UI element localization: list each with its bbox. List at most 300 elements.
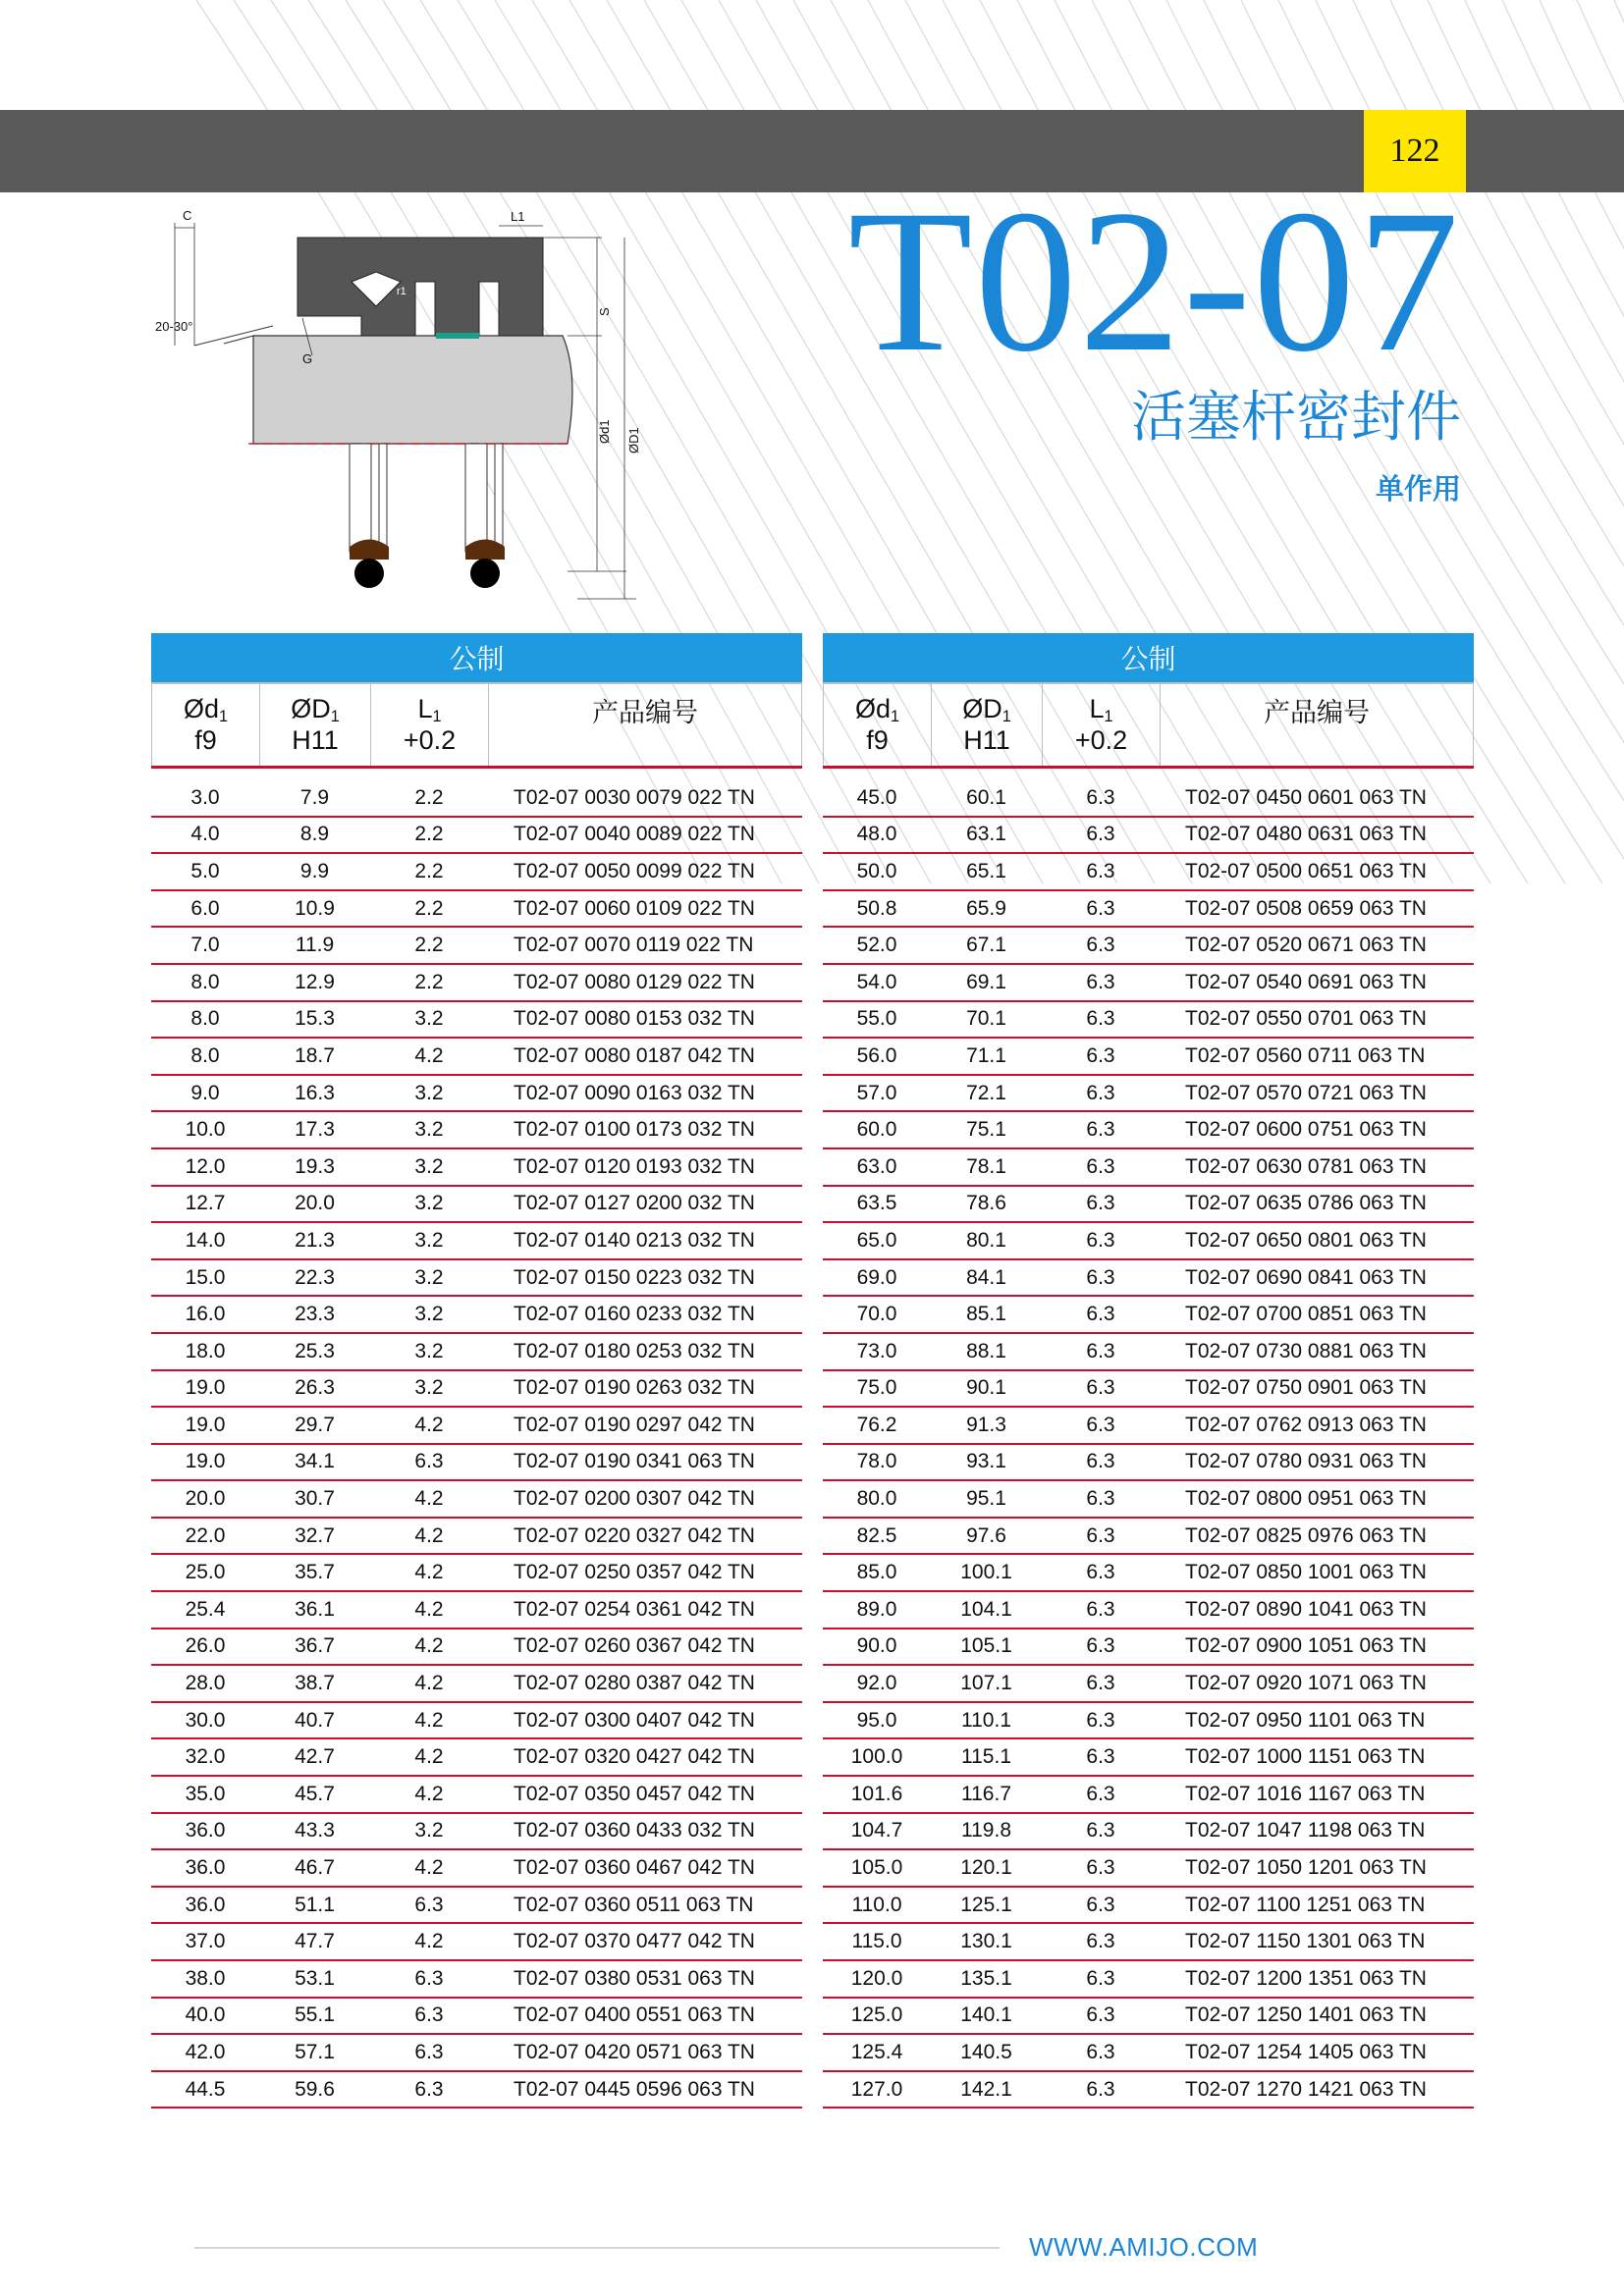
cell-product-code: T02-07 0508 0659 063 TN — [1185, 896, 1427, 920]
cell-product-code: T02-07 0150 0223 032 TN — [514, 1265, 755, 1289]
col-product-code: 产品编号 — [488, 684, 802, 766]
label-r1: r1 — [397, 286, 406, 297]
cell-d1: 80.0 — [856, 1487, 897, 1511]
cell-L1: 6.3 — [1086, 896, 1115, 920]
table-row — [823, 1961, 1474, 1999]
cell-product-code: T02-07 0190 0297 042 TN — [514, 1413, 755, 1436]
cell-d1: 8.0 — [190, 1043, 220, 1067]
cell-D1: 85.1 — [966, 1303, 1006, 1326]
cell-D1: 8.9 — [299, 823, 330, 846]
table-row — [823, 1629, 1474, 1667]
cell-L1: 6.3 — [1086, 1745, 1115, 1769]
table-row — [823, 1187, 1474, 1224]
cell-L1: 6.3 — [1086, 1154, 1115, 1178]
table-row — [151, 1002, 802, 1040]
table-row — [823, 1999, 1474, 2036]
footer-website-link[interactable]: WWW.AMIJO.COM — [1029, 2232, 1259, 2262]
cell-product-code: T02-07 0250 0357 042 TN — [514, 1561, 755, 1584]
table-row — [823, 854, 1474, 891]
cell-product-code: T02-07 1050 1201 063 TN — [1185, 1856, 1427, 1880]
cell-L1: 6.3 — [1086, 1672, 1115, 1695]
cell-L1: 4.2 — [414, 1745, 444, 1769]
cell-d1: 42.0 — [185, 2040, 226, 2063]
cell-L1: 6.3 — [1086, 934, 1115, 957]
cell-product-code: T02-07 1000 1151 063 TN — [1185, 1745, 1426, 1769]
col-L1: $L_1$ +0.2 — [1042, 684, 1160, 766]
cell-D1: 11.9 — [295, 934, 335, 957]
cell-d1: 15.0 — [185, 1265, 226, 1289]
cell-d1: 125.0 — [850, 2003, 903, 2027]
cell-product-code: T02-07 1016 1167 063 TN — [1185, 1782, 1426, 1805]
cell-L1: 6.3 — [1086, 1856, 1115, 1880]
cell-L1: 6.3 — [414, 2077, 444, 2101]
cell-D1: 91.3 — [966, 1413, 1006, 1436]
cell-d1: 127.0 — [850, 2077, 903, 2101]
cell-d1: 63.5 — [856, 1192, 897, 1215]
cell-product-code: T02-07 0040 0089 022 TN — [514, 823, 755, 846]
cell-product-code: T02-07 0080 0187 042 TN — [514, 1043, 755, 1067]
seal-cross-section-diagram — [155, 208, 685, 601]
cell-L1: 2.2 — [414, 785, 444, 809]
cell-D1: 42.7 — [295, 1745, 335, 1769]
table-row — [151, 1739, 802, 1777]
cell-product-code: T02-07 0730 0881 063 TN — [1185, 1339, 1427, 1362]
cell-d1: 78.0 — [856, 1450, 897, 1473]
table-row — [151, 1076, 802, 1113]
cell-L1: 3.2 — [414, 1819, 444, 1842]
cell-D1: 107.1 — [960, 1672, 1012, 1695]
cell-L1: 4.2 — [414, 1597, 444, 1621]
cell-D1: 71.1 — [966, 1043, 1006, 1067]
cell-D1: 34.1 — [295, 1450, 335, 1473]
cell-D1: 47.7 — [295, 1930, 335, 1953]
table-row — [151, 1924, 802, 1961]
cell-D1: 120.1 — [960, 1856, 1012, 1880]
cell-L1: 6.3 — [1086, 1228, 1115, 1252]
table-row — [823, 1555, 1474, 1592]
cell-L1: 3.2 — [414, 1007, 444, 1031]
table-row — [151, 1777, 802, 1814]
cell-d1: 4.0 — [190, 823, 220, 846]
cell-d1: 110.0 — [851, 1893, 902, 1916]
cell-d1: 92.0 — [856, 1672, 897, 1695]
table-row — [151, 818, 802, 855]
cell-product-code: T02-07 0127 0200 032 TN — [514, 1192, 755, 1215]
cell-D1: 36.7 — [295, 1634, 335, 1658]
page-number: 122 — [1364, 110, 1466, 192]
cell-D1: 30.7 — [295, 1487, 335, 1511]
cell-d1: 10.0 — [185, 1118, 226, 1142]
cell-L1: 3.2 — [414, 1303, 444, 1326]
cell-L1: 6.3 — [1086, 1930, 1115, 1953]
cell-L1: 6.3 — [1086, 1081, 1115, 1104]
cell-D1: 95.1 — [966, 1487, 1006, 1511]
cell-D1: 22.3 — [295, 1265, 335, 1289]
cell-product-code: T02-07 0360 0433 032 TN — [514, 1819, 755, 1842]
cell-L1: 6.3 — [1086, 1893, 1115, 1916]
label-l1: L1 — [511, 209, 525, 224]
cell-d1: 57.0 — [856, 1081, 897, 1104]
table-row — [823, 1519, 1474, 1556]
cell-d1: 52.0 — [856, 934, 897, 957]
cell-d1: 30.0 — [185, 1708, 226, 1732]
col-d1: $Ød_1$ f9 — [823, 684, 931, 766]
cell-product-code: T02-07 1200 1351 063 TN — [1185, 1966, 1427, 1990]
cell-product-code: T02-07 0200 0307 042 TN — [514, 1487, 755, 1511]
cell-L1: 6.3 — [1086, 1192, 1115, 1215]
table-row — [823, 1850, 1474, 1888]
cell-product-code: T02-07 0100 0173 032 TN — [514, 1118, 755, 1142]
cell-d1: 105.0 — [850, 1856, 903, 1880]
table-row — [823, 1149, 1474, 1187]
cell-d1: 90.0 — [856, 1634, 897, 1658]
cell-d1: 22.0 — [185, 1523, 226, 1547]
footer-divider — [194, 2247, 1000, 2249]
product-subtitle: 单作用 — [1375, 472, 1461, 506]
cell-D1: 125.1 — [960, 1893, 1012, 1916]
cell-D1: 142.1 — [960, 2077, 1012, 2101]
cell-d1: 8.0 — [190, 970, 220, 993]
cell-D1: 46.7 — [295, 1856, 335, 1880]
table-row — [823, 1445, 1474, 1482]
cell-D1: 75.1 — [966, 1118, 1006, 1142]
cell-L1: 6.3 — [1086, 1043, 1115, 1067]
cell-product-code: T02-07 0920 1071 063 TN — [1185, 1672, 1427, 1695]
cell-D1: 119.8 — [961, 1819, 1011, 1842]
cell-d1: 3.0 — [190, 785, 220, 809]
cell-L1: 4.2 — [414, 1634, 444, 1658]
table-body — [823, 769, 1474, 2109]
cell-d1: 9.0 — [190, 1081, 220, 1104]
cell-product-code: T02-07 0630 0781 063 TN — [1185, 1154, 1427, 1178]
cell-d1: 120.0 — [850, 1966, 903, 1990]
table-row — [823, 1888, 1474, 1925]
cell-d1: 8.0 — [190, 1007, 220, 1031]
cell-d1: 82.5 — [856, 1523, 897, 1547]
cell-product-code: T02-07 1270 1421 063 TN — [1185, 2077, 1427, 2101]
cell-L1: 6.3 — [1086, 823, 1115, 846]
cell-d1: 101.6 — [850, 1782, 903, 1805]
oring-right — [470, 559, 500, 588]
cell-L1: 4.2 — [414, 1043, 444, 1067]
table-row — [823, 891, 1474, 929]
cell-D1: 130.1 — [960, 1930, 1012, 1953]
cell-L1: 2.2 — [414, 823, 444, 846]
table-row — [151, 2035, 802, 2072]
table-row — [823, 1371, 1474, 1409]
cell-product-code: T02-07 0700 0851 063 TN — [1185, 1303, 1427, 1326]
cell-D1: 20.0 — [295, 1192, 335, 1215]
table-row — [823, 1777, 1474, 1814]
cell-product-code: T02-07 1047 1198 063 TN — [1185, 1819, 1426, 1842]
cell-product-code: T02-07 0750 0901 063 TN — [1185, 1376, 1427, 1400]
table-row — [151, 2072, 802, 2109]
cell-D1: 40.7 — [295, 1708, 335, 1732]
cell-L1: 3.2 — [414, 1154, 444, 1178]
cell-d1: 55.0 — [856, 1007, 897, 1031]
cell-product-code: T02-07 0540 0691 063 TN — [1185, 970, 1427, 993]
table-row — [151, 854, 802, 891]
cell-d1: 85.0 — [856, 1561, 897, 1584]
table-row — [823, 1592, 1474, 1629]
cell-L1: 6.3 — [1086, 1487, 1115, 1511]
cell-product-code: T02-07 0380 0531 063 TN — [514, 1966, 755, 1990]
cell-d1: 56.0 — [856, 1043, 897, 1067]
label-angle: 20-30° — [155, 319, 193, 334]
label-D1: ØD1 — [626, 427, 641, 454]
cell-product-code: T02-07 1254 1405 063 TN — [1185, 2040, 1427, 2063]
cell-d1: 20.0 — [185, 1487, 226, 1511]
cell-L1: 3.2 — [414, 1081, 444, 1104]
cell-L1: 4.2 — [414, 1930, 444, 1953]
table-row — [151, 1999, 802, 2036]
cell-L1: 6.3 — [1086, 1634, 1115, 1658]
col-L1: $L_1$ +0.2 — [370, 684, 488, 766]
cell-L1: 6.3 — [414, 2040, 444, 2063]
cell-product-code: T02-07 0190 0263 032 TN — [514, 1376, 755, 1400]
table-row — [151, 1814, 802, 1851]
table-row — [823, 780, 1474, 818]
cell-D1: 26.3 — [295, 1376, 335, 1400]
table-row — [151, 1555, 802, 1592]
table-row — [151, 1371, 802, 1409]
cell-product-code: T02-07 0050 0099 022 TN — [514, 859, 755, 882]
table-header-metric: 公制 — [151, 633, 802, 682]
cell-L1: 3.2 — [414, 1228, 444, 1252]
cell-product-code: T02-07 0360 0467 042 TN — [514, 1856, 755, 1880]
cell-product-code: T02-07 0360 0511 063 TN — [514, 1893, 754, 1916]
cell-L1: 6.3 — [1086, 1966, 1115, 1990]
cell-d1: 54.0 — [856, 970, 897, 993]
cell-d1: 76.2 — [856, 1413, 897, 1436]
cell-D1: 15.3 — [295, 1007, 335, 1031]
table-row — [151, 1112, 802, 1149]
cell-L1: 2.2 — [414, 896, 444, 920]
table-row — [151, 1334, 802, 1371]
cell-D1: 97.6 — [966, 1523, 1006, 1547]
table-row — [823, 965, 1474, 1002]
table-row — [823, 1814, 1474, 1851]
cell-d1: 26.0 — [185, 1634, 226, 1658]
cell-d1: 89.0 — [856, 1597, 897, 1621]
label-s: S — [597, 307, 612, 316]
seal-accent — [436, 333, 479, 339]
cell-product-code: T02-07 0190 0341 063 TN — [514, 1450, 755, 1473]
cell-product-code: T02-07 0090 0163 032 TN — [514, 1081, 755, 1104]
cell-d1: 32.0 — [185, 1745, 226, 1769]
metric-table-right — [823, 633, 1474, 2109]
cell-d1: 16.0 — [185, 1303, 226, 1326]
cell-product-code: T02-07 0800 0951 063 TN — [1185, 1487, 1427, 1511]
cell-product-code: T02-07 0900 1051 063 TN — [1185, 1634, 1427, 1658]
cell-d1: 125.4 — [850, 2040, 903, 2063]
cell-d1: 25.0 — [185, 1561, 226, 1584]
cell-D1: 32.7 — [295, 1523, 335, 1547]
cell-product-code: T02-07 0060 0109 022 TN — [514, 896, 755, 920]
cell-d1: 75.0 — [856, 1376, 897, 1400]
cell-L1: 6.3 — [1086, 785, 1115, 809]
cell-D1: 100.1 — [960, 1561, 1012, 1584]
cell-L1: 6.3 — [1086, 1376, 1115, 1400]
cell-d1: 95.0 — [856, 1708, 897, 1732]
cell-D1: 55.1 — [295, 2003, 335, 2027]
cell-product-code: T02-07 0350 0457 042 TN — [514, 1782, 755, 1805]
cell-product-code: T02-07 0030 0079 022 TN — [514, 785, 755, 809]
cell-D1: 9.9 — [299, 859, 330, 882]
cell-product-code: T02-07 0850 1001 063 TN — [1185, 1561, 1427, 1584]
cell-D1: 140.1 — [960, 2003, 1012, 2027]
cell-product-code: T02-07 0445 0596 063 TN — [514, 2077, 755, 2101]
cell-D1: 93.1 — [966, 1450, 1006, 1473]
table-row — [151, 1888, 802, 1925]
cell-d1: 104.7 — [850, 1819, 903, 1842]
cell-product-code: T02-07 0280 0387 042 TN — [514, 1672, 755, 1695]
cell-D1: 17.3 — [295, 1118, 335, 1142]
table-row — [823, 1002, 1474, 1040]
cell-d1: 5.0 — [190, 859, 220, 882]
cell-D1: 105.1 — [960, 1634, 1012, 1658]
cell-D1: 19.3 — [295, 1154, 335, 1178]
table-row — [823, 1334, 1474, 1371]
table-row — [823, 928, 1474, 965]
cell-D1: 53.1 — [295, 1966, 335, 1990]
cell-D1: 51.1 — [295, 1893, 335, 1916]
cell-product-code: T02-07 0650 0801 063 TN — [1185, 1228, 1427, 1252]
cell-D1: 35.7 — [295, 1561, 335, 1584]
cell-L1: 2.2 — [414, 934, 444, 957]
table-row — [151, 1629, 802, 1667]
cell-D1: 12.9 — [295, 970, 335, 993]
table-row — [151, 1039, 802, 1076]
cell-product-code: T02-07 0180 0253 032 TN — [514, 1339, 755, 1362]
cell-product-code: T02-07 0550 0701 063 TN — [1185, 1007, 1427, 1031]
table-row — [823, 1223, 1474, 1260]
cell-L1: 6.3 — [1086, 1413, 1115, 1436]
cell-L1: 6.3 — [1086, 1118, 1115, 1142]
cell-L1: 4.2 — [414, 1523, 444, 1547]
cell-D1: 104.1 — [960, 1597, 1012, 1621]
cell-D1: 110.1 — [961, 1708, 1011, 1732]
cell-D1: 65.1 — [966, 859, 1006, 882]
seal-profile — [298, 238, 543, 336]
rod-shape — [253, 336, 572, 444]
cell-d1: 50.0 — [856, 859, 897, 882]
table-row — [151, 891, 802, 929]
cell-D1: 135.1 — [960, 1966, 1012, 1990]
cell-L1: 4.2 — [414, 1561, 444, 1584]
table-row — [823, 1260, 1474, 1298]
cell-product-code: T02-07 0220 0327 042 TN — [514, 1523, 755, 1547]
cell-L1: 6.3 — [1086, 2077, 1115, 2101]
table-row — [823, 1739, 1474, 1777]
table-row — [151, 1223, 802, 1260]
cell-d1: 63.0 — [856, 1154, 897, 1178]
cell-product-code: T02-07 0120 0193 032 TN — [514, 1154, 755, 1178]
cell-product-code: T02-07 0560 0711 063 TN — [1185, 1043, 1426, 1067]
table-row — [823, 1924, 1474, 1961]
table-row — [823, 1112, 1474, 1149]
cell-product-code: T02-07 0890 1041 063 TN — [1185, 1597, 1427, 1621]
cell-L1: 4.2 — [414, 1672, 444, 1695]
cell-product-code: T02-07 0370 0477 042 TN — [514, 1930, 755, 1953]
table-row — [151, 1850, 802, 1888]
cell-product-code: T02-07 0080 0129 022 TN — [514, 970, 755, 993]
cell-d1: 50.8 — [856, 896, 897, 920]
table-row — [151, 928, 802, 965]
cell-d1: 37.0 — [185, 1930, 226, 1953]
cell-d1: 19.0 — [185, 1376, 226, 1400]
cell-L1: 6.3 — [1086, 1523, 1115, 1547]
cell-product-code: T02-07 0320 0427 042 TN — [514, 1745, 755, 1769]
cell-L1: 6.3 — [1086, 1303, 1115, 1326]
table-row — [823, 1408, 1474, 1445]
cell-D1: 43.3 — [295, 1819, 335, 1842]
table-row — [151, 965, 802, 1002]
label-c: C — [183, 208, 192, 223]
table-row — [151, 1445, 802, 1482]
cell-D1: 60.1 — [966, 785, 1006, 809]
cell-D1: 21.3 — [295, 1228, 335, 1252]
cell-d1: 60.0 — [856, 1118, 897, 1142]
table-row — [151, 1666, 802, 1703]
cell-L1: 6.3 — [414, 1966, 444, 1990]
cell-product-code: T02-07 0254 0361 042 TN — [514, 1597, 755, 1621]
cell-product-code: T02-07 0690 0841 063 TN — [1185, 1265, 1427, 1289]
cell-d1: 70.0 — [856, 1303, 897, 1326]
cell-L1: 6.3 — [1086, 1708, 1115, 1732]
cell-L1: 6.3 — [1086, 2003, 1115, 2027]
cell-d1: 14.0 — [185, 1228, 226, 1252]
cell-L1: 4.2 — [414, 1856, 444, 1880]
cell-d1: 44.5 — [185, 2077, 226, 2101]
cell-product-code: T02-07 0260 0367 042 TN — [514, 1634, 755, 1658]
label-d1: Ød1 — [597, 419, 612, 444]
cell-product-code: T02-07 0780 0931 063 TN — [1185, 1450, 1427, 1473]
table-row — [151, 1149, 802, 1187]
cell-D1: 57.1 — [295, 2040, 335, 2063]
cell-product-code: T02-07 0950 1101 063 TN — [1185, 1708, 1426, 1732]
cell-d1: 25.4 — [185, 1597, 226, 1621]
cell-L1: 6.3 — [1086, 1007, 1115, 1031]
product-name-title: 活塞杆密封件 — [1131, 386, 1461, 450]
table-row — [823, 1076, 1474, 1113]
cell-D1: 59.6 — [295, 2077, 335, 2101]
cell-product-code: T02-07 0520 0671 063 TN — [1185, 934, 1427, 957]
col-D1: $ØD_1$ H11 — [931, 684, 1042, 766]
cell-D1: 78.6 — [966, 1192, 1006, 1215]
table-row — [151, 1481, 802, 1519]
cell-d1: 40.0 — [185, 2003, 226, 2027]
cell-d1: 18.0 — [185, 1339, 226, 1362]
cell-d1: 36.0 — [185, 1856, 226, 1880]
table-row — [151, 780, 802, 818]
cell-L1: 6.3 — [414, 2003, 444, 2027]
table-row — [151, 1703, 802, 1740]
cell-D1: 80.1 — [966, 1228, 1006, 1252]
table-row — [151, 1260, 802, 1298]
table-row — [151, 1519, 802, 1556]
cell-L1: 3.2 — [414, 1192, 444, 1215]
cell-d1: 36.0 — [185, 1893, 226, 1916]
cell-product-code: T02-07 0570 0721 063 TN — [1185, 1081, 1427, 1104]
cell-L1: 3.2 — [414, 1339, 444, 1362]
cell-product-code: T02-07 1150 1301 063 TN — [1185, 1930, 1426, 1953]
cell-d1: 28.0 — [185, 1672, 226, 1695]
cell-d1: 7.0 — [190, 934, 220, 957]
cell-D1: 90.1 — [966, 1376, 1006, 1400]
cell-product-code: T02-07 1250 1401 063 TN — [1185, 2003, 1427, 2027]
cell-d1: 100.0 — [850, 1745, 903, 1769]
